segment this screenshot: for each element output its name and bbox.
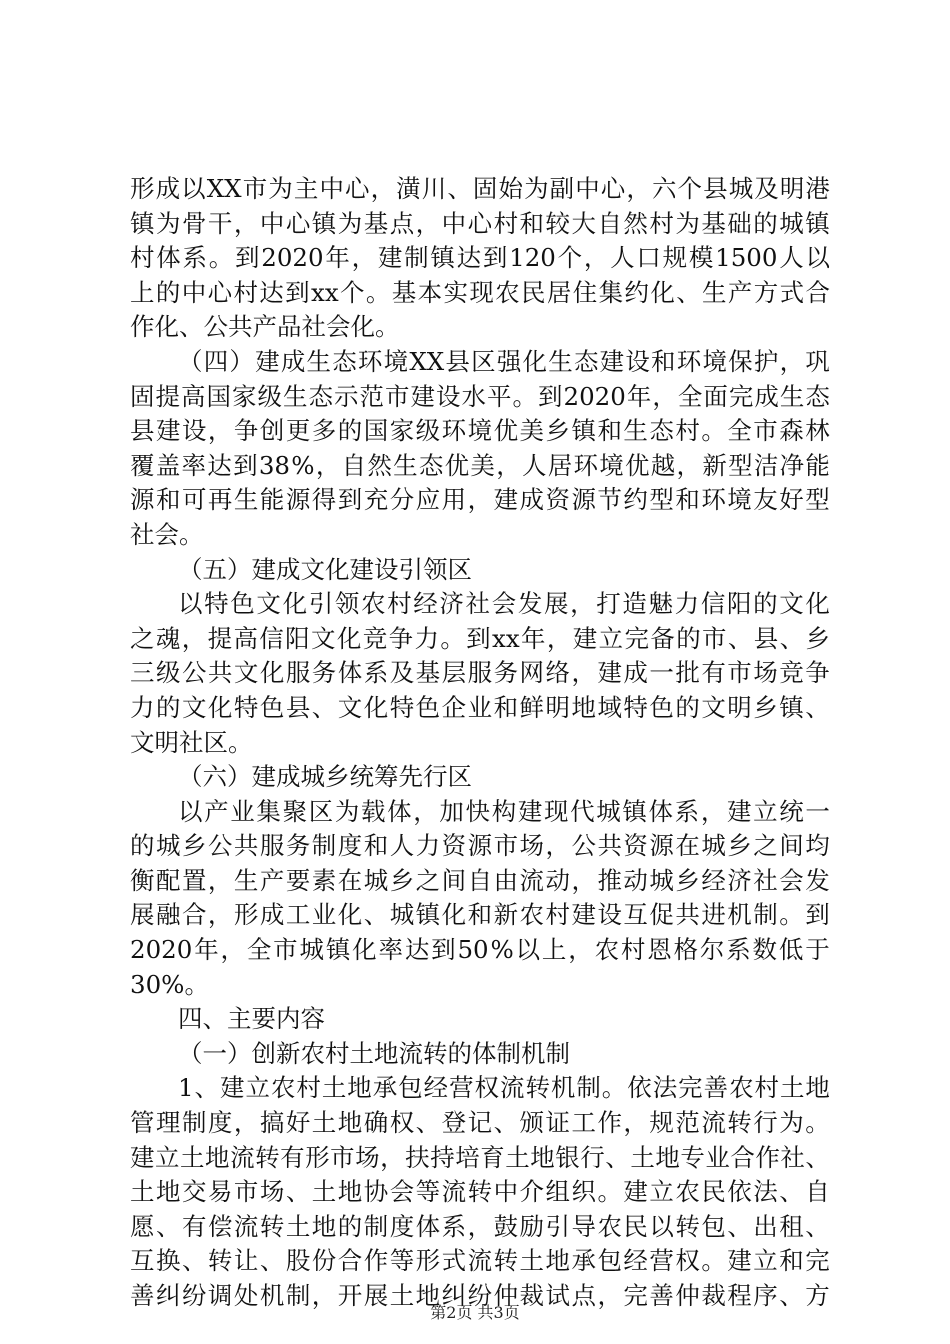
text-line: 上 的 中 心 村 达 到 xx 个 。 基 本 实 现 农 民 居 住 集 约 化 、 生 产 方 式 合: [130, 277, 830, 307]
text-line: 土 地 交 易 市 场 、 土 地 协 会 等 流 转 中 介 组 织 。 建 立 农 民 依 法 、 自: [130, 1177, 830, 1207]
text-line: （六）建成城乡统筹先行区: [178, 762, 472, 792]
page-footer: [0, 1300, 950, 1323]
text-line: 源 和 可 再 生 能 源 得 到 充 分 应 用 ， 建 成 资 源 节 约 型 和 环 境 友 好 型: [130, 485, 830, 515]
text-line: 建 立 土 地 流 转 有 形 市 场 ， 扶 持 培 育 土 地 银 行 、 土 地 专 业 合 作 社 、: [130, 1142, 830, 1172]
text-line: 互 换 、 转 让 、 股 份 合 作 等 形 式 流 转 土 地 承 包 经 营 权 。 建 立 和 完: [130, 1246, 830, 1276]
text-line: 形 成 以 XX 市 为 主 中 心 ， 潢 川 、 固 始 为 副 中 心 ， 六 个 县 城 及 明 港: [130, 174, 830, 203]
text-line: 以 产 业 集 聚 区 为 载 体 ， 加 快 构 建 现 代 城 镇 体 系 ， 建 立 统 一: [178, 796, 830, 826]
text-line: 管 理 制 度 ， 搞 好 土 地 确 权 、 登 记 、 颁 证 工 作 ， 规 范 流 转 行 为 。: [130, 1108, 830, 1138]
text-line: （五）建成文化建设引领区: [178, 554, 472, 584]
text-line: 覆 盖 率 达 到 38 % ， 自 然 生 态 优 美 ， 人 居 环 境 优 越 ， 新 型 洁 净 能: [130, 450, 830, 480]
text-line: 善 纠 纷 调 处 机 制 ， 开 展 土 地 纠 纷 仲 裁 试 点 ， 完 善 仲 裁 程 序 、 方: [130, 1281, 830, 1310]
text-line: 展 融 合 ， 形 成 工 业 化 、 城 镇 化 和 新 农 村 建 设 互 促 共 进 机 制 。 到: [130, 900, 830, 930]
text-line: 衡 配 置 ， 生 产 要 素 在 城 乡 之 间 自 由 流 动 ， 推 动 城 乡 经 济 社 会 发: [130, 865, 830, 895]
document-body: [130, 172, 830, 1314]
text-line: （一）创新农村土地流转的体制机制: [178, 1038, 570, 1068]
text-line: 作化、公共产品社会化。: [130, 312, 400, 342]
text-line: 30%。: [130, 969, 209, 999]
page-number: 第2页 共3页: [430, 1303, 520, 1322]
text-line: 村 体 系 。 到 2020 年 ， 建 制 镇 达 到 120 个 ， 人 口 规 模 1500 人 以: [130, 243, 830, 273]
text-line: 力 的 文 化 特 色 县 、 文 化 特 色 企 业 和 鲜 明 地 域 特 色 的 文 明 乡 镇 、: [130, 692, 830, 722]
text-line: 社会。: [130, 519, 204, 549]
text-line: 镇 为 骨 干 ， 中 心 镇 为 基 点 ， 中 心 村 和 较 大 自 然 村 为 基 础 的 城 镇: [130, 208, 830, 238]
text-line: 三 级 公 共 文 化 服 务 体 系 及 基 层 服 务 网 络 ， 建 成 一 批 有 市 场 竞 争: [130, 658, 830, 688]
text-line: 固 提 高 国 家 级 生 态 示 范 市 建 设 水 平 。 到 2020 年 ， 全 面 完 成 生 态: [130, 381, 830, 411]
text-line: （ 四 ） 建 成 生 态 环 境 XX 县 区 强 化 生 态 建 设 和 环 境 保 护 ， 巩: [178, 346, 830, 376]
text-line: 县 建 设 ， 争 创 更 多 的 国 家 级 环 境 优 美 乡 镇 和 生 态 村 。 全 市 森 林: [130, 416, 830, 446]
text-line: 的 城 乡 公 共 服 务 制 度 和 人 力 资 源 市 场 ， 公 共 资 源 在 城 乡 之 间 均: [130, 831, 830, 861]
text-line: 以 特 色 文 化 引 领 农 村 经 济 社 会 发 展 ， 打 造 魅 力 信 阳 的 文 化: [178, 589, 830, 619]
text-line: 四、主要内容: [178, 1004, 325, 1034]
text-line: 1 、 建 立 农 村 土 地 承 包 经 营 权 流 转 机 制 。 依 法 完 善 农 村 土 地: [178, 1073, 830, 1103]
text-line: 之 魂 ， 提 高 信 阳 文 化 竞 争 力 。 到 xx 年 ， 建 立 完 备 的 市 、 县 、 乡: [130, 623, 830, 653]
text-line: 愿 、 有 偿 流 转 土 地 的 制 度 体 系 ， 鼓 励 引 导 农 民 以 转 包 、 出 租 、: [130, 1211, 830, 1241]
text-line: 文明社区。: [130, 727, 253, 757]
text-line: 2020 年 ， 全 市 城 镇 化 率 达 到 50 % 以 上 ， 农 村 恩 格 尔 系 数 低 于: [130, 935, 830, 965]
